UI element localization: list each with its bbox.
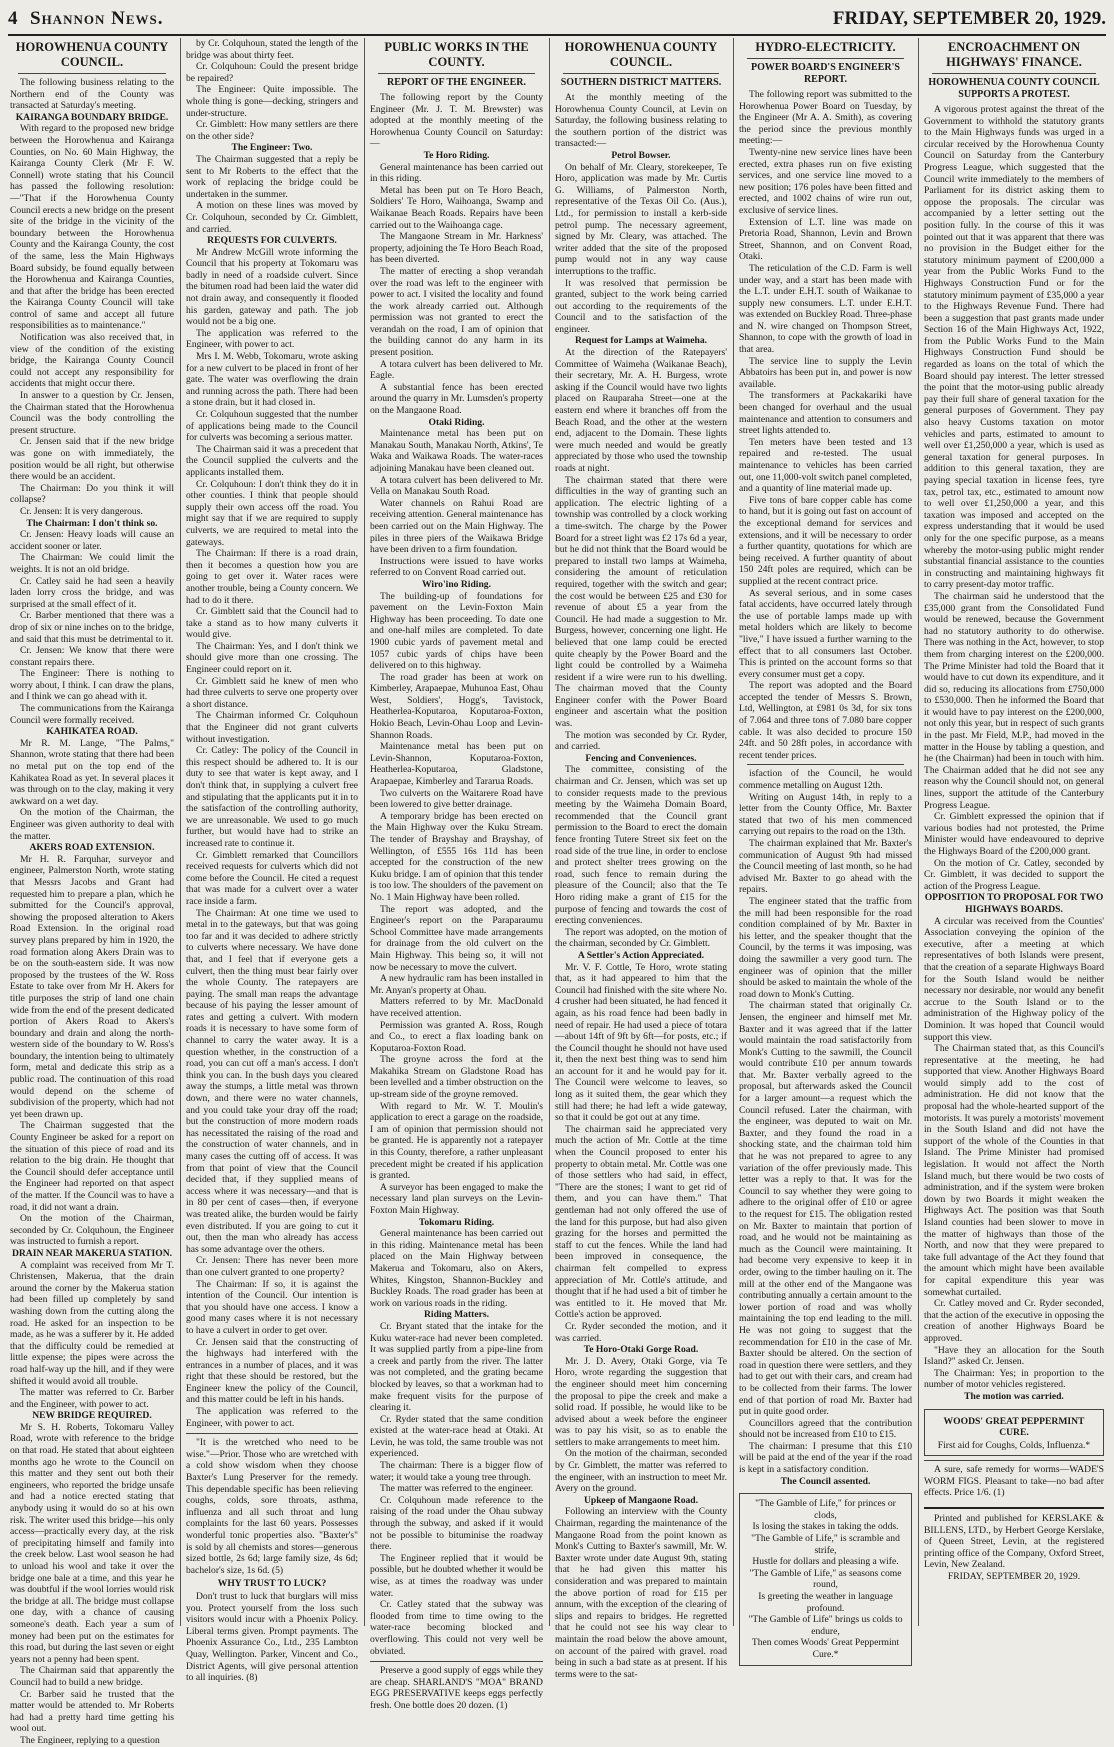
imprint — [924, 1507, 1104, 1583]
article-column-5 — [739, 38, 912, 1660]
headline-rule — [18, 73, 166, 74]
article-paragraph: The matter of erecting a shop verandah over the road was left to the engineer with power to act. I visited the locality and found the work already carried out. Although permission was not granted to erect the verandah on the road, I am of opinion that the building cannot do any harm in its present position. — [370, 265, 543, 359]
article-paragraph: The Chairman: At one time we used to metal in to the gateways, but that was going too far and it was decided to adhere strictly to culverts where necessary. We have done that, and I feel that if everyone gets a culvert, then the thing must bear fairly over the whole County. The ratepayers are paying. The small man reaps the advantage because of his paying the lesser amount of rates and getting a culvert. With modern roads it is necessary to have some form of channel to carry the water away. It is a question whether, in the construction of a road, you can cut off a man's access. I don't think you can. In the bush days you cleared away the stumps, a little metal was thrown down, and there were no water channels, and you could take your dray off the road; but the construction of more modern roads has necessitated the raising of the road and the construction of water channels, and in many cases the cutting off of access. It was from that point of view that the Council decided that, if they supplied means of access where it was necessary—and that is in 80 per cent of cases—then, if everyone was treated alike, the burden would be fairly even distributed. If you are going to cut it out, then the man who already has access has some advantage over the others. — [186, 907, 358, 1255]
section-rule — [747, 764, 904, 765]
article-paragraph: The reticulation of the C.D. Farm is well under way, and a start has been made with the L.T. under E.H.T. south of Waikanae to supply new consumers. L.T. under E.H.T. was extended on Buckley Road. Three-phase and N. wire changed on Thompson Street, Shannon, to cope with the growth of load in that area. — [739, 262, 912, 356]
article-paragraph: The Engineer: Quite impossible. The whole thing is gone—decking, stringers and under-structure. — [186, 84, 358, 119]
column-rule — [364, 38, 365, 1626]
article-paragraph: Councillors agreed that the contribution should not be increased from £10 to £15. — [739, 1417, 912, 1441]
advertisement-title: WOODS' GREAT PEPPERMINT CURE. — [943, 1415, 1085, 1439]
advertisement-poem — [739, 1493, 912, 1665]
article-body — [186, 38, 358, 1429]
article-subheadline: POWER BOARD'S ENGINEER'S REPORT. — [751, 62, 900, 85]
section-heading: KAHIKATEA ROAD. — [46, 726, 138, 738]
article-headline: PUBLIC WORKS IN THE COUNTY. — [384, 40, 529, 69]
article-headline: ENCROACHMENT ON HIGHWAYS' FINANCE. — [946, 40, 1082, 69]
article-paragraph: It was resolved that permission be granted, subject to the work being carried out according to the requirements of the Council and to the satisfaction of the engineer. — [555, 277, 727, 335]
section-heading: Tokomaru Riding. — [418, 1216, 495, 1228]
headline-rule — [932, 73, 1096, 74]
article-column-4 — [555, 38, 727, 1680]
article-paragraph: Cr. Colquhoun: Could the present bridge be repaired? — [186, 61, 358, 84]
article-paragraph: The following business relating to the Northern end of the County was transacted at Saturday's meeting. — [10, 77, 174, 112]
section-heading: KAIRANGA BOUNDARY BRIDGE. — [15, 111, 169, 123]
poem-line: Hustle for dollars and pleasing a wife. — [752, 1556, 899, 1568]
article-paragraph: Cr. Ryder stated that the same condition existed at the water-race head at Otaki. At Levin, he was told, the same trouble was not experienced. — [370, 1413, 543, 1460]
section-heading: DRAIN NEAR MAKERUA STATION. — [11, 1247, 173, 1259]
poem-line: Then comes Woods' Great Peppermint Cure.* — [751, 1637, 900, 1660]
poem-line: "The Gamble of Life" brings us colds to endure, — [748, 1614, 903, 1637]
article-paragraph: Cr. Colquhoun made reference to the raising of the road under the Ohau subway through the subway, and asked if it would not be possible to bituminise the roadway there. — [370, 1494, 543, 1553]
article-paragraph: General maintenance has been carried out in this riding. — [370, 161, 543, 185]
article-paragraph: The building-up of foundations for pavement on the Levin-Foxton Main Highway has been proceeding. To date one and one-half miles are completed. To date 1900 cubic yards of pavement metal and 1057 cubic yards of chips have been delivered on to this highway. — [370, 590, 543, 672]
article-paragraph: On the motion of the chairman, seconded by Cr. Gimblett, the matter was referred to the engineer, with an instruction to meet Mr. Avery on the ground. — [555, 1448, 727, 1495]
article-paragraph: The application was referred to the Engineer, with power to act. — [186, 1406, 358, 1429]
section-heading: AKERS ROAD EXTENSION. — [29, 842, 155, 854]
article-paragraph: A complaint was received from Mr T. Christensen, Makerua, that the drain around the corner by the Makerua station had been filled up completely by sand washing down from the cutting along the road. He asked for an inspection to be made, as he was a sufferer by it. He added that the difficulty could be remedied at little expense; the pipes were across the road half-way up the hill, and if they were shifted it would avoid all trouble. — [10, 1259, 174, 1387]
section-heading: Request for Lamps at Waimeha. — [574, 335, 708, 347]
column-rule — [918, 38, 919, 1626]
article-paragraph: The following report was submitted to the Horowhenua Power Board on Tuesday, by the Engineer (Mr A. A. Smith), as covering the period since the previous monthly meeting:— — [739, 89, 912, 147]
article-paragraph: Five tons of bare copper cable has come to hand, but it is going out fast on account of the exceptional demand for services and extensions, and it will be necessary to order a further quantity, quotations for which are being received. A further quantity of about 150 24ft poles are required, which can be supplied at the recent contract price. — [739, 494, 912, 587]
article-paragraph: The Chairman informed Cr. Colquhoun that the Engineer did not grant culverts without investigation. — [186, 710, 358, 745]
poem-line: "The Gamble of Life," is scramble and strife, — [751, 1533, 900, 1556]
article-paragraph: With regard to the proposed new bridge between the Horowhenua and Kairanga Counties, on No. 60 Main Highway, the Kairanga County Clerk (Mr F. W. Connell) wrote stating that his Council has passed the following resolution:—"That if the Horowhenua County Council erects a new bridge on the present site of the bridge in the vicinity of the boundary between the Horowhenua County and the Kairanga County, the cost of the same, less the Main Highways Board subsidy, be found equally between the Horowhenua and Kairanga Counties, and that after the bridge has been erected the Kairanga County Council will take control of same and accept all future responsibilities as to maintenance." — [10, 123, 174, 332]
article-headline: HOROWHENUA COUNTY COUNCIL. — [564, 40, 718, 69]
section-heading: Riding Matters. — [423, 1309, 489, 1321]
article-paragraph: The report was adopted and the Board accepted the tender of Messrs S. Brown, Ltd, Wellington, at £981 0s 3d, for six tons of 7.064 and three tons of 7.080 bare copper cable. It was also decided to procure 150 24ft. and 50 28ft poles, in accordance with recent tender prices. — [739, 680, 912, 761]
article-paragraph: The communications from the Kairanga Council were formally received. — [10, 703, 174, 726]
advertisement-title: WHY TRUST TO LUCK? — [217, 1578, 327, 1590]
article-paragraph: On behalf of Mr. Cleary, storekeeper, Te Horo, application was made by Mr. Curtis G. Williams, of Palmerston North, representative of the Texas Oil Co. (Aus.), Ltd., for permission to install a kerb-side petrol pump. The necessary agreement, signed by Mr. Cleary, was attached. The writer added that the site of the proposed pump would not in any way cause interruptions to the traffic. — [555, 161, 727, 277]
section-heading: The motion was carried. — [964, 1390, 1064, 1402]
headline-rule — [378, 73, 535, 74]
article-paragraph: The Engineer replied that it would be possible, but he doubted whether it would be wise, as at times the roadway was under water. — [370, 1552, 543, 1599]
article-paragraph: Mr R. M. Lange, "The Palms," Shannon, wrote stating that there had been no metal put on the top end of the Kahikatea Road as yet. In several places it was through on to the clay, making it very awkward on a wet day. — [10, 737, 174, 807]
article-body — [10, 77, 174, 1747]
article-body — [370, 92, 543, 1657]
section-heading: Fencing and Conveniences. — [585, 752, 697, 764]
article-paragraph: The matter was referred to Cr. Barber and the Engineer, with power to act. — [10, 1387, 174, 1410]
article-column-2 — [186, 38, 358, 1684]
article-paragraph: On the motion of Cr. Catley, seconded by Cr. Gimblett, it was decided to support the action of the Progress League. — [924, 857, 1104, 892]
article-paragraph: Mr. V. F. Cottle, Te Horo, wrote stating that, as it had appeared to him that the Council had finished with the site where No. 4 crusher had been situated, he had fenced it again, as his road fence had been badly in need of repair. He had used a piece of totara—about 14ft of 9ft by 6ft—for posts, etc.; if the Council thought he should not have used it, then the next best thing was to send him an account for it and he would pay for it. The Council were welcome to leaves, so long as it suited them, the gear which they still had there; he had left a wide gateway, so that it could be got out at any time. — [555, 961, 727, 1124]
poem-line: "The Gamble of Life," as seasons come round, — [749, 1567, 902, 1591]
article-paragraph: A circular was received from the Counties' Association conveying the opinion of the executive, after a meeting at which representatives of both Islands were present, that the creation of a separate Highways Board for the South Island would be neither necessary nor desirable, nor would any benefit accrue to the South Island or to the administration of the Highway policy of the Dominion. It was hoped that Council would support this view. — [924, 915, 1104, 1043]
advertisement-phoenix: Don't trust to luck that burglars will miss you. Protect yourself from the loss such visitors would incur with a Phoenix Policy. Liberal terms given. Prompt payments. The Phoenix Assurance Co., Ltd., 235 Lambton Quay, Wellington. Parker, Vincent and Co., District Agents, will give personal attention to all inquiries. (8) — [186, 1590, 358, 1684]
article-paragraph: Cr. Jensen said that the constructing of the highways had interfered with the entrances in a number of places, and it was right that these should be restored, but the Engineer knew the policy of the Council, and this matter could be left in his hands. — [186, 1336, 358, 1406]
article-paragraph: The groyne across the ford at the Makahika Stream on Gladstone Road has been levelled and a timber obstruction on the up-stream side of the groyne removed. — [370, 1054, 543, 1101]
article-paragraph: Cr. Catley said he had seen a heavily laden lorry cross the bridge, and was surprised at the small effect of it. — [10, 575, 174, 610]
imprint-text: Printed and published for KERSLAKE & BILLENS, LTD., by Herbert George Kerslake, of Queen Street, Levin, at the registered printing office of the Company, Oxford Street, Levin, New Zealand. — [924, 1513, 1104, 1571]
section-heading: OPPOSITION TO PROPOSAL FOR TWO HIGHWAYS BOARDS. — [924, 892, 1104, 915]
article-body — [924, 104, 1104, 1403]
article-paragraph: Cr. Catley stated that the subway was flooded from time to time owing to the water-race becoming blocked and overflowing. This could not very well be obviated. — [370, 1599, 543, 1657]
article-paragraph: The chairman stated that originally Cr. Jensen, the engineer and himself met Mr. Baxter and it was agreed that if the latter would maintain the road satisfactorily from Monk's Cutting to the sawmill, the Council would contribute £10 per annum towards that. Mr. Baxter verbally agreed to the proposal, but afterwards asked the Council for a larger amount—a request which the Council refused. Later the chairman, with the engineer, was deputed to wait on Mr. Baxter, and they found the road in a shocking state, and the chairman told him that he was not prepared to agree to any variation of the offer previously made. This letter was a reply to that. It was for the Council to say whether they were going to adhere to the original offer of £10 or agree to the request for £15. The obligation rested on Mr. Baxter to maintain that portion of road, and he would not be maintaining as much as the Council were maintaining. It had become very expensive to keep it in order, owing to the timber hauling on it. The mill at the other end of the Mangaone was contributing annually a certain amount to the lower portion of road and was wholly maintaining the top end leading to the mill. He was not going to suggest that the recommendation for £10 in the case of Mr. Baxter should be altered. On the section of road in question there were settlers, and they had to get out with their cars, and cream had to be collected from their farms. The lower end of that portion of road Mr. Baxter had put in quite good order. — [739, 1000, 912, 1418]
article-paragraph: The Engineer: There is nothing to worry about, I think. I can draw the plans, and I think we can go ahead with it. — [10, 668, 174, 703]
advertisement-egg-preservative: Preserve a good supply of eggs while they are cheap. SHARLAND'S "MOA" BRAND EGG PRESERVATIVE keeps eggs perfectly fresh. One bottle does 20 dozen. (1) — [370, 1661, 543, 1711]
article-paragraph: The motion was seconded by Cr. Ryder, and carried. — [555, 729, 727, 753]
article-paragraph: Water channels on Rahui Road are receiving attention. General maintenance has been carried out on the Main Highway. The piles in three piers of the Waikawa Bridge have been driven to a firm foundation. — [370, 497, 543, 556]
article-paragraph: On the motion of the Chairman, the Engineer was given authority to deal with the matter. — [10, 807, 174, 842]
article-paragraph: Matters referred to by Mr. MacDonald have received attention. — [370, 996, 543, 1019]
article-body — [555, 92, 727, 1680]
article-paragraph: Cr. Jensen: Heavy loads will cause an accident sooner or later. — [10, 529, 174, 552]
article-paragraph: Cr. Catley: The policy of the Council in this respect should be adhered to. It is our duty to see that water is kept away, and I don't think that, in supplying a culvert free and stipulating that the applicants put it in to the satisfaction of the controlling authority, we are unreasonable. We used to go much further, but would have had to strike an increased rate to continue it. — [186, 745, 358, 849]
article-paragraph: Cr. Barber mentioned that there was a drop of six or nine inches on to the bridge, and said that this must be detrimental to it. — [10, 610, 174, 645]
article-paragraph: The report was adopted, and the Engineer's report on the Paraparaumu School Committee have made arrangements for drainage from the old culvert on the Main Highway. This being so, it will not now be necessary to move the culvert. — [370, 903, 543, 973]
article-subheadline: SOUTHERN DISTRICT MATTERS. — [560, 77, 722, 88]
article-paragraph: Mr H. R. Farquhar, surveyor and engineer, Palmerston North, wrote stating that Messrs Jacobs and Grant had requested him to prepare a plan, which he submitted for the Council's approval, showing the proposed alteration to Akers Road Extension. In the original road survey plans prepared by him in 1920, the road formation along Akers Drain was to be on the south-eastern side. It was now proposed by the trustees of the W. Ross Estate to take over from Mr H. Akers for title purposes the strip of land one chain wide from the end of the present dedicated portion of Akers Road to Akers's boundary and drain and along the north-western side of the boundary to W. Ross's boundary, the intention being to ultimately form, metal and dedicate this strip as a public road. The continuation of this road would depend on the scheme of subdivision of the property, which had not yet been drawn up. — [10, 853, 174, 1120]
section-heading: Otaki Riding. — [428, 416, 485, 428]
article-paragraph: Cr. Ryder seconded the motion, and it was carried. — [555, 1320, 727, 1344]
article-paragraph: Writing on August 14th, in reply to a letter from the County Office, Mr. Baxter stated that two of his men commenced carrying out repairs to the road on the 13th. — [739, 791, 912, 838]
article-paragraph: A vigorous protest against the threat of the Government to withhold the statutory grants to the Main Highways funds was urged in a circular received by the Horowhenua County Council on Saturday from the Canterbury Progress League, which suggested that the Council write immediately to the members of Parliament for its district asking them to oppose the proposals. The circular was accompanied by a letter setting out the position fully. In the course of this it was pointed out that it was apparent that there was no provision in the Budget either for the statutory minimum payment of £200,000 a year from the Public Works Fund to the Highways Construction Fund or for the statutory minimum payment of £35,000 a year to the Highways Revenue Fund. There had been a suggestion that past grants made under Section 16 of the Main Highways Act, 1922, from the Public Works Fund to the Main Highways Construction Fund should be regarded as loans on the total of which the Board should pay interest. The letter stressed the point that the motor-using public already pay their full share of general taxation for the general purposes of Government. They pay also heavy Customs taxation on motor vehicles and parts, estimated to amount to well over £1,250,000 a year, which is used as general taxation for general purposes. In addition to this general taxation, they are paying special taxation in license fees, tyre tax, petrol tax, etc., estimated to amount now to well over £1,250,000 a year, and this taxation was imposed and accepted on the express understanding that it would be used only for the one specific purpose, as a means whereby the motor-using public might render substantial financial assistance to the counties in constructing and maintaining highways fit to carry present-day motor traffic. — [924, 104, 1104, 591]
article-paragraph: A surveyor has been engaged to make the necessary land plan surveys on the Levin-Foxton Main Highway. — [370, 1181, 543, 1216]
page-number: 4 — [8, 8, 18, 29]
poem-line: Is losing the stakes in taking the odds. — [752, 1521, 899, 1533]
article-column-1 — [10, 38, 174, 1746]
article-paragraph: The Chairman suggested that a reply be sent to Mr Roberts to the effect that the work of replacing the bridge could be undertaken in the summer. — [186, 153, 358, 200]
column-rule — [180, 38, 181, 1626]
article-paragraph: The road grader has been at work on Kimberley, Arapaepae, Muhunoa East, Ohau West, Soldiers', Hogg's, Tavistock, Heatherlea-Koputaroa, Koputaroa-Foxton, Hokio Beach, Levin-Ohau Loop and Levin-Shannon Roads. — [370, 671, 543, 741]
article-paragraph: A temporary bridge has been erected on the Main Highway over the Kuku Stream. The tender of Brayshay and Brayshay, of Wellington, of £555 16s 11d has been accepted for the construction of the new Kuku bridge. I am of opinion that this tender is too low. The shoulders of the pavement on No. 1 Main Highway have been rolled. — [370, 810, 543, 903]
masthead — [8, 4, 1106, 36]
advertisement-woods — [924, 1409, 1104, 1457]
article-headline: HOROWHENUA COUNTY COUNCIL. — [15, 40, 169, 69]
article-paragraph: At the direction of the Ratepayers' Committee of Waimeha (Waikanae Beach), their secretary, Mr. A. H. Burgess, wrote asking if the Council would have two lights placed on Rauparaha Street—one at the eastern end where it branches off from the Beach Road, and the other at the western end, adjacent to the Domain. These lights were much needed and would be greatly appreciated by those who used the township roads at night. — [555, 347, 727, 474]
article-paragraph: As several serious, and in some cases fatal accidents, have occurred lately through the use of portable lamps made up with metal holders which are likely to become "live," I have issued a further warning to the effect that to all consumers last October. This is printed on the account forms so that every consumer must get a copy. — [739, 587, 912, 680]
section-heading: Te Horo Riding. — [423, 149, 490, 161]
article-paragraph: The chairman said he understood that the £35,000 grant from the Consolidated Fund would be renewed, because the Government had no statutory authority to do otherwise. There was nothing in the Act, however, to stop them from charging interest on the £200,000. The Prime Minister had told the Board that it would have to cut down its expenditure, and it did so, reducing its allocations from £750,000 to £530,000. Then he informed the Board that it would have to pay interest on the £200,000, not only this year, but in respect of such grants in the past. Mr Field, M.P., had moved in the matter in the House by tabling a question, and he (the Chairman) had been in touch with him. The Chairman added that he did not see any reason why the Council should not, on general lines, support the attitude of the Canterbury Progress League. — [924, 590, 1104, 811]
article-paragraph: Cr. Jensen: We know that there were constant repairs there. — [10, 645, 174, 668]
article-paragraph: Cr. Colquhoun: I don't think they do it in other counties. I think that people should supply their own access off the road. You might say that if we are required to supply culverts, we are required to metal into the gateways. — [186, 478, 358, 548]
article-subheadline: HOROWHENUA COUNTY COUNCIL SUPPORTS A PROTEST. — [928, 77, 1100, 100]
article-paragraph: Cr. Bryant stated that the intake for the Kuku water-race had never been completed. It was supplied partly from a pipe-line from a creek and partly from the river. The latter was not completed, and the grating became blocked by leaves, so that a workman had to make frequent visits for the purpose of clearing it. — [370, 1320, 543, 1414]
article-paragraph: The chairman explained that Mr. Baxter's communication of August 9th had missed the Council meeting of last month, so he had advised Mr. Baxter to go ahead with the repairs. — [739, 838, 912, 896]
article-paragraph: Cr. Barber said he trusted that the matter would be attended to. Mr Roberts had had a pretty hard time getting his wool out. — [10, 1688, 174, 1735]
section-heading: Wiro'ino Riding. — [422, 578, 491, 590]
article-paragraph: The Chairman: Yes; in proportion to the number of motor vehicles registered. — [924, 1367, 1104, 1391]
section-heading: The Council assented. — [780, 1475, 871, 1487]
imprint-date: FRIDAY, SEPTEMBER 20, 1929. — [947, 1571, 1081, 1583]
article-paragraph: Cr. Gimblett said he knew of men who had three culverts to serve one property over a short distance. — [186, 675, 358, 710]
article-column-3 — [370, 38, 543, 1711]
section-heading: Petrol Bowser. — [611, 149, 671, 161]
section-heading: Upkeep of Mangaone Road. — [583, 1494, 699, 1506]
article-paragraph: A totara culvert has been delivered to Mr. Eagle. — [370, 358, 543, 382]
column-rule — [733, 38, 734, 1626]
article-paragraph: Following an interview with the County Chairman, regarding the maintenance of the Mangaone Road from the point known as Monk's Cutting to Baxter's sawmill, Mr. W. Baxter wrote under date August 9th, stating that he had given this matter his consideration and was prepared to maintain the above portion of road for £15 per annum, with the exception of the clearing of slips and repairs to bridges. He regretted that he could not see his way clear to maintain the road below the above amount, on account of the paired with gravel. road being in such a bad state as at present. If his terms were to the sat- — [555, 1506, 727, 1680]
article-paragraph: In answer to a question by Cr. Jensen, the Chairman stated that the Horowhenua Council was the body controlling the present structure. — [10, 390, 174, 436]
article-paragraph: "Have they an allocation for the South Island?" asked Cr. Jensen. — [924, 1344, 1104, 1368]
article-paragraph: A new hydraulic ram has been installed in Mr. Anyan's property at Ohau. — [370, 973, 543, 996]
article-paragraph: Cr. Jensen said that if the new bridge was gone on with immediately, the position would be all right, but otherwise there would be an accident. — [10, 436, 174, 483]
article-paragraph: On the motion of the Chairman, seconded by Cr. Colquhoun, the Engineer was instructed to furnish a report. — [10, 1213, 174, 1248]
article-paragraph: Cr. Gimblett remarked that Councillors received requests for culverts which did not come before the Council. He cited a request that was made for a culvert over a water race inside a farm. — [186, 849, 358, 907]
section-heading: Te Horo-Otaki Gorge Road. — [583, 1344, 699, 1356]
article-headline: HYDRO-ELECTRICITY. — [755, 40, 896, 54]
article-paragraph: The Chairman suggested that the County Engineer be asked for a report on the situation of this piece of road and its relation to the big drain. He thought that the Council should defer acceptance until the Engineer had reported on that aspect of the matter. If the Council was to have a road, it did not want a drain. — [10, 1120, 174, 1213]
article-paragraph: Cr. Jensen: It is very dangerous. — [20, 505, 143, 517]
article-paragraph: The chairman: I presume that this £10 will be paid at the end of the year if the road is kept in a satisfactory condition. — [739, 1440, 912, 1476]
article-paragraph: Permission was granted A. Ross, Rough and Co., to erect a flax loading bank on Koputaroa-Foxton Road. — [370, 1019, 543, 1054]
article-paragraph: by Cr. Colquhoun, stated the length of the bridge was about thirty feet. — [186, 38, 358, 61]
article-paragraph: The chairman said he appreciated very much the action of Mr. Cottle at the time when the Council proposed to enter his property to obtain metal. Mr. Cottle was one of those settlers who had said, in effect, "There are the stones; I want to get rid of them, and you can have them." That gentleman had not only offered the use of the land for this purpose, but had also given grazing for the horses and permitted the staff to cut the fences. While the land had been improved in consequence, the chairman felt compelled to express appreciation of Mr. Cottle's attitude, and thought that if he had used a bit of timber he was entitled to it. He moved that Mr. Cottle's action be approved. — [555, 1123, 727, 1321]
article-paragraph: The chairman stated that there were difficulties in the way of granting such an application. The electric lighting of a township was controlled by a clock working a time-switch. The charge by the Power Board for a street light was £2 17s 6d a year, but he did not think that the Board would be prepared to install two lamps at Waimeha, considering the amount of reticulation required, together with the switch and gear; the cost would be between £25 and £30 for revenue of about £5 a year from the Council. He had made a suggestion to Mr. Burgess, however, concerning one light. He believed that one lamp could be erected quite cheaply by the Power Board and the light could be controlled by a Waimeha resident if a wire were run to his dwelling. The chairman moved that the County Engineer confer with the Power Board engineer and ascertain what the position was. — [555, 474, 727, 730]
column-rule — [549, 38, 550, 1626]
article-paragraph: The Chairman: Yes, and I don't think we should give more than one crossing. The Engineer could report on it. — [186, 640, 358, 676]
article-paragraph: The application was referred to the Engineer, with power to act. — [186, 327, 358, 351]
article-paragraph: Cr. Gimblett: How many settlers are there on the other side? — [186, 119, 358, 142]
article-paragraph: General maintenance has been carried out in this riding. Maintenance metal has been placed on the Main Highway between Makerua and Tokomaru, also on Akers, Whites, Kingston, Shannon-Buckley and Buckley Roads. The road grader has been at work on various roads in the riding. — [370, 1228, 543, 1309]
article-paragraph: Two culverts on the Waitarere Road have been lowered to give better drainage. — [370, 787, 543, 811]
article-paragraph: The chairman: There is a bigger flow of water; it would take a young tree through. — [370, 1460, 543, 1483]
article-paragraph: The service line to supply the Levin Abbatoirs has been put in, and power is now available. — [739, 355, 912, 390]
advertisement-worm-figs: A sure, safe remedy for worms—WADE'S WORM FIGS. Pleasant to take—no bad after effects. Price 1/6. (1) — [924, 1460, 1104, 1499]
section-heading: The Engineer: Two. — [231, 142, 313, 154]
article-paragraph: Metal has been put on Te Horo Beach, Soldiers' Te Horo, Waihoanga, Swamp and Waikanae Beach Roads. Repairs have been carried out to the Waihoanga cage. — [370, 184, 543, 231]
article-paragraph: Cr. Colquhoun suggested that the number of applications being made to the Council for culverts was becoming a serious matter. — [186, 409, 358, 444]
article-paragraph: A motion on these lines was moved by Cr. Colquhoun, seconded by Cr. Gimblett, and carried. — [186, 200, 358, 235]
section-heading: NEW BRIDGE REQUIRED. — [32, 1410, 152, 1422]
headline-rule — [563, 73, 719, 74]
article-paragraph: The Chairman: If there is a road drain, then it becomes a question how you are going to get over it. Water races were another trouble, being a County concern. We had to do it there. — [186, 548, 358, 606]
headline-rule — [747, 58, 904, 59]
article-paragraph: The Chairman said it was a precedent that the Council supplied the culverts and the applicants installed them. — [186, 443, 358, 478]
article-paragraph: Twenty-nine new service lines have been erected, extra phases run on five existing services, and one service line moved to a new position; 176 poles have been fitted and erected, and 1002 chains of wire run out, exclusive of service lines. — [739, 146, 912, 216]
article-paragraph: Cr. Gimblett expressed the opinion that if various bodies had not protested, the Prime Minister would have endeavoured to deprive the Highways Board of the £200,000 grant. — [924, 811, 1104, 857]
article-paragraph: The Chairman: We could limit the weights. It is not an old bridge. — [10, 552, 174, 575]
article-paragraph: The report was adopted, on the motion of the chairman, seconded by Cr. Gimblett. — [555, 926, 727, 950]
section-heading: A Settler's Action Appreciated. — [577, 949, 705, 961]
article-paragraph: The engineer stated that the traffic from the mill had been responsible for the road condition complained of by Mr. Baxter in his letter, and the speaker thought that the Council, by the terms it was imposing, was doing the sawmiller a very good turn. The engineer was of opinion that the miller should be asked to maintain the whole of the road down to Monk's Cutting. — [739, 895, 912, 1000]
paper-name: Shannon News. — [30, 8, 164, 29]
article-paragraph: The committee, consisting of the chairman and Cr. Jensen, which was set up to consider requests made to the previous meeting by the Waimeha Domain Board, recommended that the Council grant permission to the Board to erect the domain fence fronting Tutere Street six feet on the road side of the true line, in order to enclose and protect shelter trees growing on the road, such fence to remain during the pleasure of the Council; also that the Te Horo riding make a grant of £15 for the purpose of fencing and towards the cost of erecting conveniences. — [555, 764, 727, 927]
article-paragraph: Cr. Catley moved and Cr. Ryder seconded, that the action of the executive in opposing the creation of another Highways Board be approved. — [924, 1298, 1104, 1344]
article-column-6 — [924, 38, 1104, 1626]
article-subheadline: REPORT OF THE ENGINEER. — [387, 77, 526, 88]
poem-line: "The Gamble of Life," for princes or clods, — [755, 1498, 896, 1521]
article-paragraph: Cr. Jensen: There has never been more than one culvert granted to one property? — [186, 1255, 358, 1278]
article-paragraph: Maintenance metal has been put on Levin-Shannon, Koputaroa-Foxton, Heatherlea-Koputaroa, Gladstone, Arapaepae, Kimberley and Tararua Roads. — [370, 741, 543, 788]
article-paragraph: A totara culvert has been delivered to Mr. Vella on Manakau South Road. — [370, 474, 543, 498]
article-paragraph: With regard to Mr. W. T. Moulin's application to erect a garage on the roadside, I am of opinion that permission should not be granted. He is apparently not a ratepayer in this County, therefore, a rather unpleasant precedent might be created if his application is granted. — [370, 1100, 543, 1182]
article-paragraph: The Chairman stated that, as this Council's representative at the meeting, he had supported that view. Another Highways Board would simply add to the cost of administration. He did not know that the proposal had the whole-hearted support of the motorists. It was purely a motorists' movement in the South Island and did not have the support of the whole of the Counties in that Island. The Prime Minister had promised legislation. It would not affect the North Island much, but there would be two costs of administration, and if the system were broken down by two Boards it might weaken the Highways Act. The position was that South Island counties had been slower to move in the matter of highways than those of the North, and now that they were prepared to take full advantage of the Act they found that the amount which might have been available for capital expenditure this year was somewhat curtailed. — [924, 1043, 1104, 1298]
article-paragraph: A substantial fence has been erected around the quarry in Mr. Lumsden's property on the Mangaone Road. — [370, 381, 543, 417]
article-paragraph: The Chairman: Do you think it will collapse? — [10, 482, 174, 506]
section-heading: The Chairman: I don't think so. — [26, 517, 158, 529]
article-paragraph: Mr Andrew McGill wrote informing the Council that his property at Tokomaru was badly in need of a roadside culvert. Since the bitumen road had been laid the water did not drain away, and consequently it flooded his garden, gateway and path. The job would not be a big one. — [186, 246, 358, 328]
article-paragraph: Ten meters have been tested and 13 repaired and re-tested. The usual maintenance to vehicles has been carried out, one 11,000-volt switch panel completed, and a quantity of line material made up. — [739, 436, 912, 495]
article-paragraph: Notification was also received that, in view of the condition of the existing bridge, the Kairanga County Council could not accept any responsibility for accidents that might occur there. — [10, 332, 174, 390]
article-paragraph: Mr S. H. Roberts, Tokomaru Valley Road, wrote with reference to the bridge on that road. He stated that about eighteen months ago he wrote to the Council on this matter and they sent out both their engineers, who reported the bridge unsafe and had a notice erected stating that anybody using it would do so at his own risk. The writer used this bridge—his only access—practically every day, at the risk of precipitating himself and family into the creek below. Last wool season he had to unload his wool and take it over the bridge one bale at a time, and this year he was doubtful if the wool lorries would risk the bridge at all. The bridge must collapse one day, with a chance of causing someone's death. Each year a sum of money had been put on the estimates for this road, but during the last seven or eight years not a penny had been spent. — [10, 1421, 174, 1665]
article-paragraph: isfaction of the Council, he would commence metalling on August 12th. — [739, 768, 912, 792]
article-paragraph: The Chairman said that apparently the Council had to build a new bridge. — [10, 1665, 174, 1688]
article-paragraph: The Mangaone Stream in Mr. Harkness' property, adjoining the Te Horo Beach Road, has been diverted. — [370, 231, 543, 266]
article-paragraph: The following report by the County Engineer (Mr. J. T. M. Brewster) was adopted at the monthly meeting of the Horowhenua County Council on Saturday:— — [370, 92, 543, 150]
article-paragraph: The matter was referred to the engineer. — [380, 1483, 534, 1495]
article-paragraph: Maintenance metal has been put on Manakau South, Manakau North, Atkins', Te Waka and Waikawa Roads. The water-races adjoining Manakau have been cleaned out. — [370, 428, 543, 474]
article-paragraph: The transformers at Packakariki have been changed for overhaul and the usual maintenance and attention to consumers and street lights attended to. — [739, 390, 912, 437]
article-paragraph: Mr. J. D. Avery, Otaki Gorge, via Te Horo, wrote regarding the suggestion that the engineer should meet him concerning the proposal to pipe the creek and make a solid road. If possible, he would like to be advised about a week before the engineer was to pay his visit, so as to enable the settlers to make arrangements to meet him. — [555, 1355, 727, 1448]
article-paragraph: Instructions were issued to have works referred to on Convent Road carried out. — [370, 555, 543, 579]
issue-date: FRIDAY, SEPTEMBER 20, 1929. — [832, 8, 1106, 29]
article-body — [739, 89, 912, 761]
article-continuation — [739, 768, 912, 1487]
article-paragraph: Cr. Gimblett said that the Council had to take a stand as to how many culverts it would give. — [186, 606, 358, 641]
advertisement-baxters: "It is the wretched who need to be wise."—Prior. Those who are wretched with a cold show wisdom when they choose Baxter's Lung Preserver for the remedy. This dependable specific has been relieving coughs, colds, sore throats, asthma, influenza and all such throat and lung complaints for the last 60 years. Possesses wonderful tonic properties also. "Baxter's" is sold by all chemists and stores—generous sized bottle, 2s 6d; large family size, 4s 6d; bachelor's size, 1s 6d. (5) — [186, 1433, 358, 1576]
article-paragraph: Extension of L.T. line was made on Pretoria Road, Shannon, Levin and Brown Street, Shannon, and on Convent Road, Otaki. — [739, 216, 912, 263]
section-heading: REQUESTS FOR CULVERTS. — [207, 235, 337, 247]
article-paragraph: The Engineer, replying to a question — [20, 1734, 160, 1746]
article-paragraph: The Chairman: If so, it is against the intention of the Council. Our intention is that you should have one access. I know a good many cases where it is not necessary to have a culvert in order to get over. — [186, 1278, 358, 1336]
article-paragraph: Mrs I. M. Webb, Tokomaru, wrote asking for a new culvert to be placed in front of her gate. The water was overflowing the drain and running across the path. There had been a stone drain, but it had closed in. — [186, 351, 358, 409]
advertisement-text: First aid for Coughs, Colds, Influenza.* — [937, 1439, 1091, 1451]
poem-line: Is greeting the weather in language profound. — [758, 1591, 893, 1614]
article-paragraph: At the monthly meeting of the Horowhenua County Council, at Levin on Saturday, the following business relating to the southern portion of the district was transacted:— — [555, 92, 727, 150]
